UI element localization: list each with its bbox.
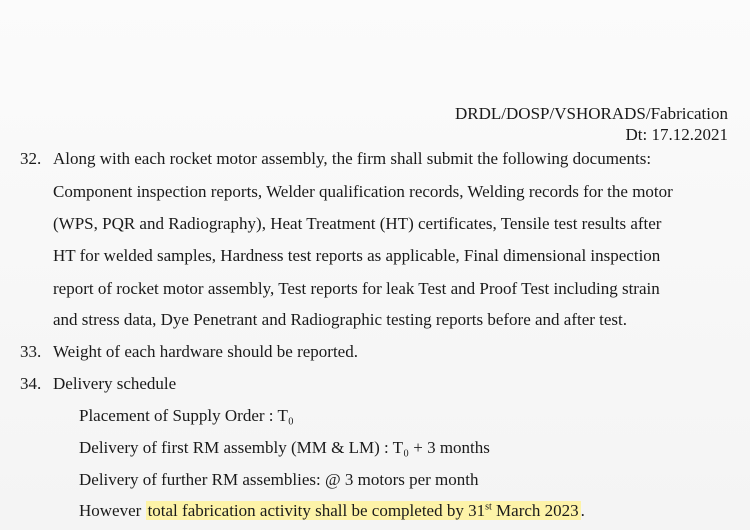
- schedule-row-4-end: .: [580, 501, 585, 520]
- highlight-text: total fabrication activity shall be completed by 31: [147, 501, 486, 520]
- highlight-month: March 2023: [491, 501, 579, 520]
- item-32-line-3: (WPS, PQR and Radiography), Heat Treatment (HT) certificates, Tensile test results after: [53, 214, 662, 233]
- item-32-line-6: and stress data, Dye Penetrant and Radiographic testing reports before and after test.: [53, 310, 628, 329]
- highlighted-text: [146, 501, 581, 520]
- reference-number: DRDL/DOSP/VSHORADS/Fabrication: [455, 104, 728, 123]
- schedule-row-4: [79, 500, 585, 522]
- item-32-line-5: report of rocket motor assembly, Test reports for leak Test and Proof Test including strain: [53, 279, 660, 298]
- schedule-row-1: Placement of Supply Order : T₀: [79, 406, 294, 425]
- item-33-text: Weight of each hardware should be reported.: [53, 342, 358, 361]
- document-date: Dt: 17.12.2021: [625, 125, 728, 144]
- item-number: 33.: [20, 342, 42, 361]
- item-number: 32.: [20, 149, 42, 168]
- item-number: 34.: [20, 374, 42, 393]
- schedule-row-3: Delivery of further RM assemblies: @ 3 motors per month: [79, 470, 479, 489]
- item-32-line-2: Component inspection reports, Welder qualification records, Welding records for the motor: [53, 182, 673, 201]
- ordinal-suffix: st: [485, 501, 492, 513]
- item-32-line-4: HT for welded samples, Hardness test reports as applicable, Final dimensional inspection: [53, 246, 661, 265]
- item-34-text: Delivery schedule: [53, 374, 177, 393]
- schedule-row-4-prefix: However: [79, 501, 146, 520]
- item-32-line-1: Along with each rocket motor assembly, the firm shall submit the following documents:: [53, 149, 652, 168]
- schedule-row-2: Delivery of first RM assembly (MM & LM) : T₀ + 3 months: [79, 438, 490, 457]
